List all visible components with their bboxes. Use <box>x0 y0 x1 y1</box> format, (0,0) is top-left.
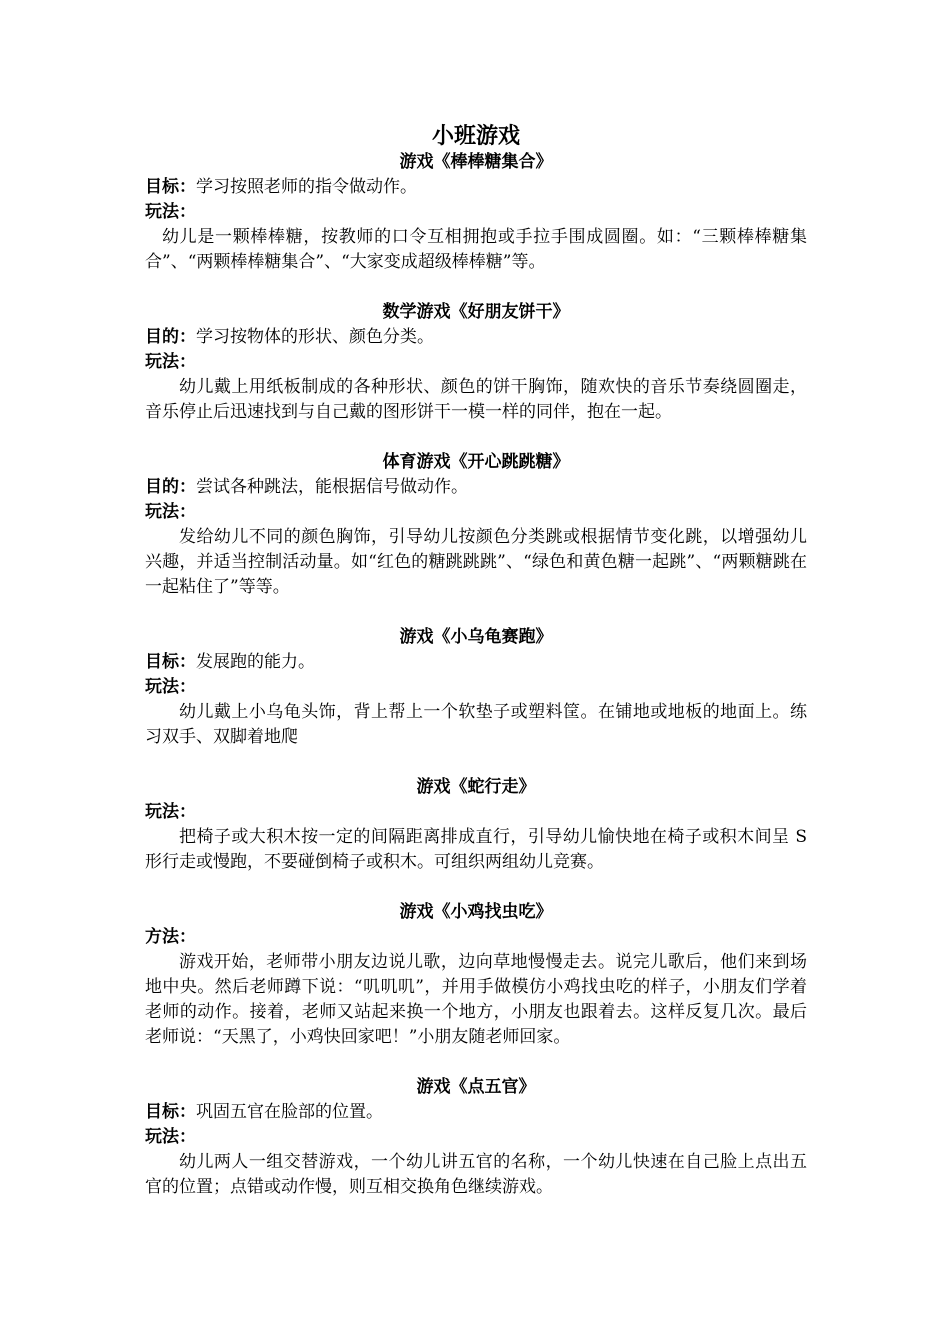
method-label: 玩法： <box>145 502 196 522</box>
section-body: 把椅子或大积木按一定的间隔距离排成直行，引导幼儿愉快地在椅子或积木间呈 S 形行走或慢跑，不要碰倒椅子或积木。可组织两组幼儿竞赛。 <box>145 827 807 872</box>
goal-label: 目标： <box>145 177 196 197</box>
goal-label: 目标： <box>145 1102 196 1122</box>
section-title: 游戏《点五官》 <box>416 1077 536 1097</box>
goal-label: 目的： <box>145 477 196 497</box>
method-label: 玩法： <box>145 677 196 697</box>
goal-line <box>145 650 807 675</box>
section-turtle-race <box>145 625 807 750</box>
document-title: 小班游戏 <box>431 123 520 149</box>
goal-line <box>145 175 807 200</box>
section-body: 游戏开始，老师带小朋友边说儿歌，边向草地慢慢走去。说完儿歌后，他们来到场地中央。然后老师蹲下说：“叽叽叽”，并用手做模仿小鸡找虫吃的样子，小朋友们学着老师的动作。接着，老师又站起来换一个地方，小朋友也跟着去。这样反复几次。最后老师说：“天黑了，小鸡快回家吧！”小朋友随老师回家。 <box>145 952 807 1047</box>
goal-text: 发展跑的能力。 <box>196 652 315 672</box>
section-lollipop <box>145 150 807 275</box>
method-label: 玩法： <box>145 202 196 222</box>
section-title: 游戏《蛇行走》 <box>416 777 536 797</box>
section-jumping-candy <box>145 450 807 600</box>
section-title: 游戏《小鸡找虫吃》 <box>399 902 553 922</box>
goal-text: 巩固五官在脸部的位置。 <box>196 1102 383 1122</box>
section-body: 幼儿是一颗棒棒糖，按教师的口令互相拥抱或手拉手围成圆圈。如：“三颗棒棒糖集合”、“两颗棒棒糖集合”、“大家变成超级棒棒糖”等。 <box>145 227 807 272</box>
section-snake-walk <box>145 775 807 875</box>
method-label: 玩法： <box>145 352 196 372</box>
section-title: 游戏《小乌龟赛跑》 <box>399 627 553 647</box>
section-chick-finds-worms <box>145 900 807 1050</box>
goal-text: 学习按物体的形状、颜色分类。 <box>196 327 434 347</box>
section-title: 游戏《棒棒糖集合》 <box>399 152 553 172</box>
section-body: 幼儿两人一组交替游戏，一个幼儿讲五官的名称，一个幼儿快速在自己脸上点出五官的位置；点错或动作慢，则互相交换角色继续游戏。 <box>145 1152 807 1197</box>
section-friend-cookies <box>145 300 807 425</box>
goal-line <box>145 475 807 500</box>
section-title: 数学游戏《好朋友饼干》 <box>382 302 570 322</box>
goal-line <box>145 325 807 350</box>
goal-label: 目的： <box>145 327 196 347</box>
section-facial-features <box>145 1075 807 1200</box>
document-page <box>145 122 807 1200</box>
section-body: 幼儿戴上小乌龟头饰，背上帮上一个软垫子或塑料筐。在铺地或地板的地面上。练习双手、双脚着地爬 <box>145 702 807 747</box>
method-label: 方法： <box>145 927 196 947</box>
section-title: 体育游戏《开心跳跳糖》 <box>382 452 570 472</box>
section-body: 幼儿戴上用纸板制成的各种形状、颜色的饼干胸饰，随欢快的音乐节奏绕圆圈走，音乐停止后迅速找到与自己戴的图形饼干一模一样的同伴，抱在一起。 <box>145 377 807 422</box>
method-label: 玩法： <box>145 802 196 822</box>
goal-text: 尝试各种跳法，能根据信号做动作。 <box>196 477 468 497</box>
goal-label: 目标： <box>145 652 196 672</box>
method-label: 玩法： <box>145 1127 196 1147</box>
goal-text: 学习按照老师的指令做动作。 <box>196 177 417 197</box>
goal-line <box>145 1100 807 1125</box>
section-body: 发给幼儿不同的颜色胸饰，引导幼儿按颜色分类跳或根据情节变化跳，以增强幼儿兴趣，并适当控制活动量。如“红色的糖跳跳跳”、“绿色和黄色糖一起跳”、“两颗糖跳在一起粘住了”等等。 <box>145 527 807 597</box>
